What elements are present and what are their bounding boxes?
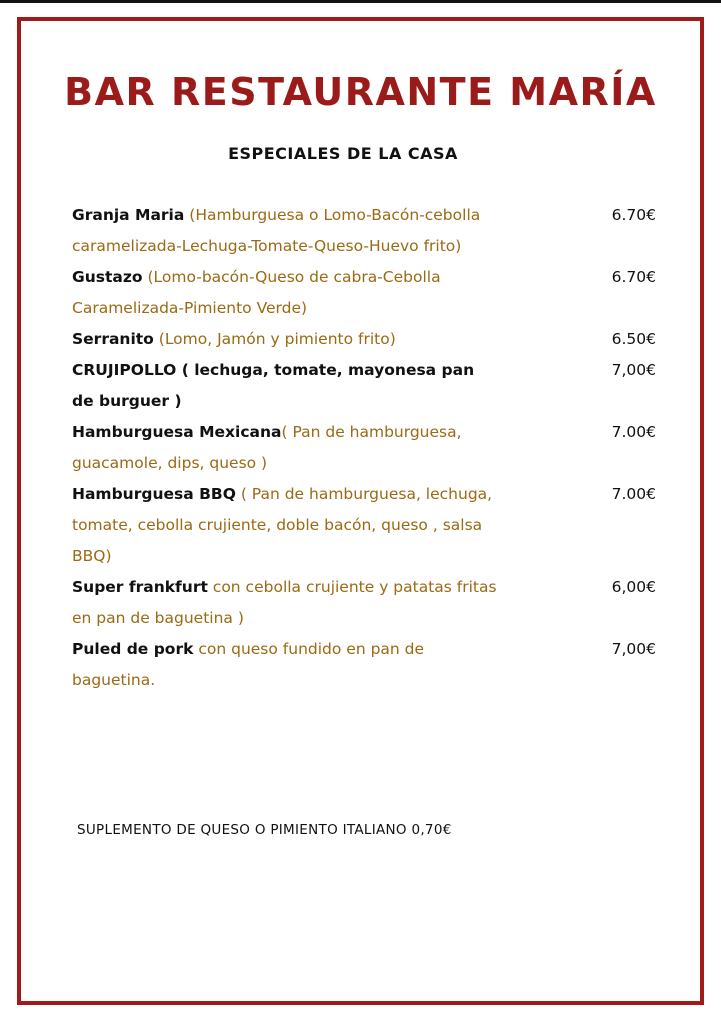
- item-description: ( Pan de hamburguesa, lechuga, tomate, cebolla crujiente, doble bacón, queso , salsa BBQ): [72, 485, 493, 565]
- top-bar: [0, 0, 721, 3]
- item-description: con cebolla crujiente y patatas fritas en pan de baguetina ): [72, 578, 497, 627]
- item-name: Puled de pork: [72, 640, 194, 658]
- item-name: Gustazo: [72, 268, 143, 286]
- item-description: (Hamburguesa o Lomo-Bacón-cebolla caramelizada-Lechuga-Tomate-Queso-Huevo frito): [72, 206, 481, 255]
- item-name: CRUJIPOLLO ( lechuga, tomate, mayonesa pan de burguer ): [72, 361, 475, 410]
- menu-list: [72, 200, 662, 696]
- menu-item: [72, 355, 662, 417]
- item-name: Serranito: [72, 330, 154, 348]
- restaurant-title: BAR RESTAURANTE MARÍA: [64, 70, 657, 114]
- item-name: Hamburguesa Mexicana: [72, 423, 282, 441]
- item-name: Granja Maria: [72, 206, 185, 224]
- item-name: Hamburguesa BBQ: [72, 485, 236, 503]
- item-description: con queso fundido en pan de baguetina.: [72, 640, 425, 689]
- menu-item: [72, 479, 662, 572]
- item-description: ( Pan de hamburguesa, guacamole, dips, queso ): [72, 423, 462, 472]
- item-price: 7,00€: [611, 640, 656, 658]
- item-price: 7,00€: [611, 361, 656, 379]
- item-price: 6.50€: [611, 330, 656, 348]
- item-name: Super frankfurt: [72, 578, 208, 596]
- section-title: ESPECIALES DE LA CASA: [228, 144, 458, 163]
- menu-item: [72, 200, 662, 262]
- item-price: 7.00€: [611, 485, 656, 503]
- item-price: 7.00€: [611, 423, 656, 441]
- item-price: 6.70€: [611, 268, 656, 286]
- menu-item: [72, 262, 662, 324]
- item-price: 6,00€: [611, 578, 656, 596]
- menu-item: [72, 572, 662, 634]
- supplement-note: SUPLEMENTO DE QUESO O PIMIENTO ITALIANO 0,70€: [77, 822, 452, 838]
- menu-item: [72, 634, 662, 696]
- item-description: (Lomo-bacón-Queso de cabra-Cebolla Caramelizada-Pimiento Verde): [72, 268, 441, 317]
- menu-item: [72, 417, 662, 479]
- item-price: 6.70€: [611, 206, 656, 224]
- item-description: (Lomo, Jamón y pimiento frito): [153, 330, 396, 348]
- menu-item: [72, 324, 662, 355]
